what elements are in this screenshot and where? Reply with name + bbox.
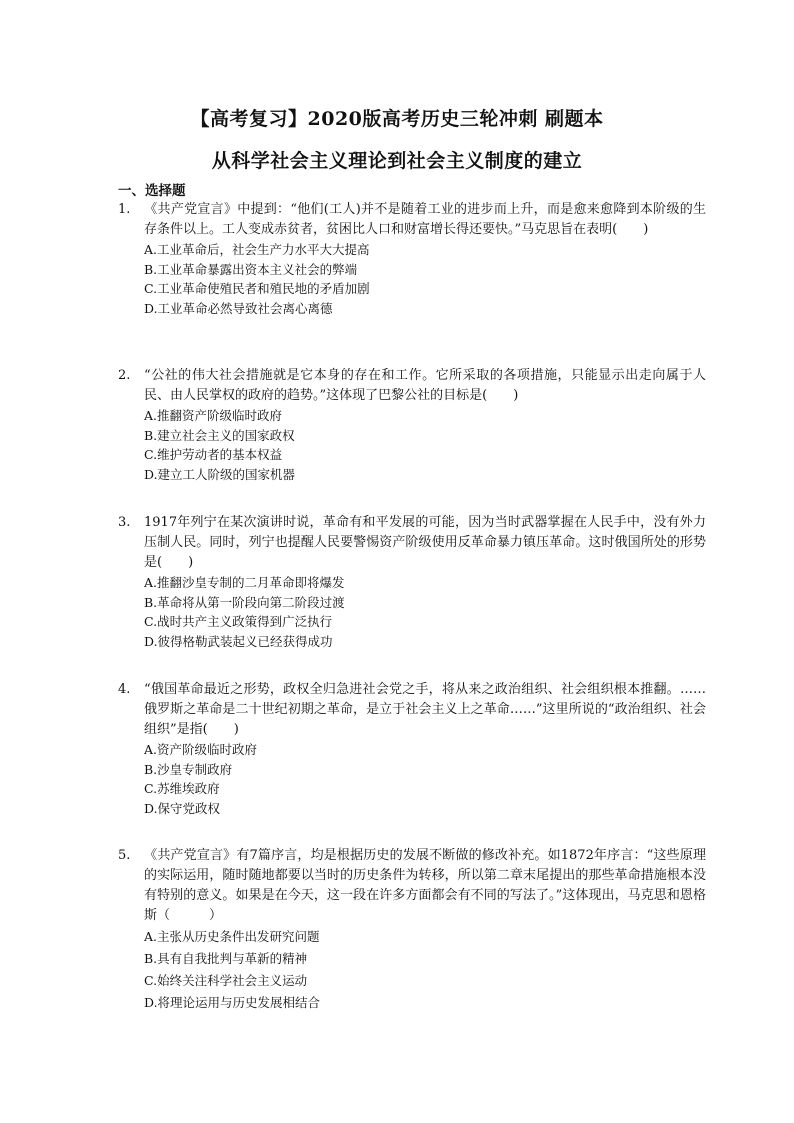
question-3 [118,513,706,651]
option-c: C.工业革命使殖民者和殖民地的矛盾加剧 [144,281,370,296]
option-list [118,740,706,818]
option-a: A.推翻沙皇专制的二月革命即将爆发 [144,575,345,590]
option-list [118,573,706,651]
question-stem [118,366,706,406]
question-text: 《共产党宣言》中提到：“他们(工人)并不是随着工业的进步而上升，而是愈来愈降到本阶级的生存条件以上。工人变成赤贫者，贫困比人口和财富增长得还要快。”马克思旨在表明( ) [144,202,706,237]
question-number: 1. [118,202,131,217]
question-stem [118,513,706,573]
question-number: 3. [118,515,131,530]
section-heading: 一、选择题 [118,183,186,199]
option-list [118,926,706,1014]
question-number: 5. [118,848,131,863]
option-d: D.将理论运用与历史发展相结合 [144,995,321,1010]
question-number: 4. [118,682,131,697]
option-b: B.沙皇专制政府 [144,761,233,777]
question-1 [118,200,706,318]
option-a: A.主张从历史条件出发研究问题 [144,929,320,944]
question-stem [118,680,706,740]
option-d: D.保守党政权 [144,800,221,816]
option-d: D.工业革命必然导致社会离心离德 [144,300,333,316]
option-c: C.始终关注科学社会主义运动 [144,973,308,988]
option-d: D.彼得格勒武装起义已经获得成功 [144,633,333,649]
question-5 [118,846,706,1014]
question-2 [118,366,706,484]
option-d: D.建立工人阶级的国家机器 [144,466,296,482]
option-b: B.工业革命暴露出资本主义社会的弊端 [144,261,358,277]
option-list [118,240,706,318]
option-a: A.资产阶级临时政府 [144,742,258,757]
option-c: C.战时共产主义政策得到广泛执行 [144,614,333,629]
question-text: 《共产党宣言》有7篇序言，均是根据历史的发展不断做的修改补充。如1872年序言：“这些原理的实际运用，随时随地都要以当时的历史条件为转移，所以第二章末尾提出的那些革命措施根本没有特别的意义。如果是在今天，这一段在许多方面都会有不同的写法了。”这体现出，马克思和恩格斯（ ） [144,848,706,923]
option-b: B.具有自我批判与革新的精神 [144,951,308,966]
option-b: B.革命将从第一阶段向第二阶段过渡 [144,594,345,610]
option-a: A.推翻资产阶级临时政府 [144,408,283,423]
question-stem [118,846,706,926]
option-c: C.苏维埃政府 [144,781,220,796]
option-b: B.建立社会主义的国家政权 [144,427,295,443]
document-subtitle: 从科学社会主义理论到社会主义制度的建立 [211,150,583,172]
option-c: C.维护劳动者的基本权益 [144,447,283,462]
question-text: 1917年列宁在某次演讲时说，革命有和平发展的可能，因为当时武器掌握在人民手中，没有外力压制人民。同时，列宁也提醒人民要警惕资产阶级使用反革命暴力镇压革命。这时俄国所处的形势是( ) [144,515,706,570]
question-stem [118,200,706,240]
question-text: “公社的伟大社会措施就是它本身的存在和工作。它所采取的各项措施，只能显示出走向属于人民、由人民掌权的政府的趋势。”这体现了巴黎公社的目标是( ) [144,368,706,403]
option-a: A.工业革命后，社会生产力水平大大提高 [144,242,370,257]
document-title: 【高考复习】2020版高考历史三轮冲刺 刷题本 [190,108,604,130]
option-list [118,406,706,484]
question-text: “俄国革命最近之形势，政权全归急进社会党之手，将从来之政治组织、社会组织根本推翻。……俄罗斯之革命是二十世纪初期之革命，是立于社会主义上之革命……”这里所说的“政治组织、社会组织”是指( ) [144,682,706,737]
question-4 [118,680,706,818]
question-number: 2. [118,368,131,383]
